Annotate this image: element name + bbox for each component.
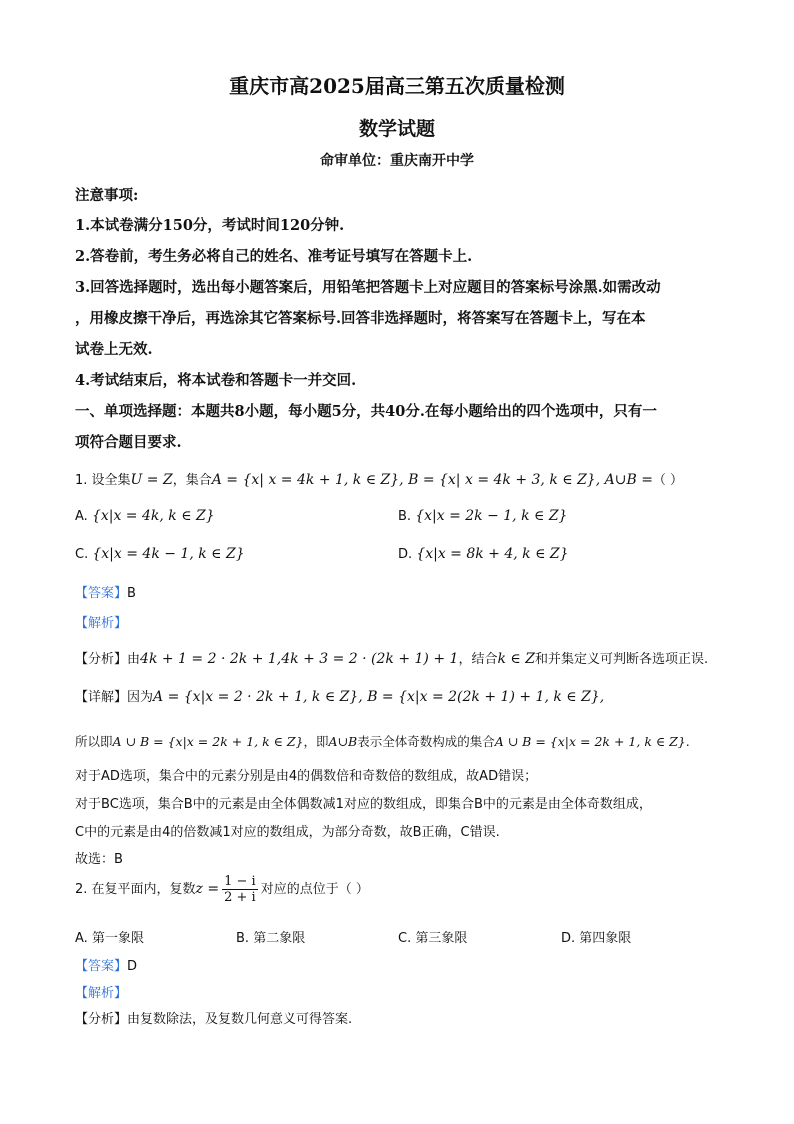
q1-answer-tag: 【答案】 xyxy=(75,586,128,601)
q2-option-d-label: D. xyxy=(561,931,576,946)
notice-heading: 注意事项: xyxy=(75,187,139,204)
q1-fenxi-pre: 由 xyxy=(127,652,141,667)
q1-detail-pre: 因为 xyxy=(127,690,154,705)
q2-option-c xyxy=(398,927,467,946)
q1-universal-set: U = Z xyxy=(130,472,173,488)
q2-answer-tag: 【答案】 xyxy=(75,959,128,974)
q2-fenxi-tag: 【分析】 xyxy=(75,1012,128,1027)
q1-detail-tag: 【详解】 xyxy=(75,690,128,705)
q2-option-c-text: 第三象限 xyxy=(415,931,468,946)
q1-analysis xyxy=(75,612,127,631)
q1-answer-value: B xyxy=(127,586,136,601)
notice-item-3-end: 试卷上无效. xyxy=(75,341,153,358)
q2-stem-post: 对应的点位于（ ） xyxy=(260,882,369,897)
q2-fenxi-text: 由复数除法，及复数几何意义可得答案. xyxy=(127,1012,353,1027)
q1-so xyxy=(75,732,690,750)
q1-so-mid2: 表示全体奇数构成的集合 xyxy=(357,734,495,749)
q1-so-end: . xyxy=(685,734,690,749)
q1-fenxi-mid: ，结合 xyxy=(458,652,498,667)
q1-analysis-tag: 【解析】 xyxy=(75,616,128,631)
q2-answer-value: D xyxy=(127,959,138,974)
q1-so-math2: A∪B xyxy=(328,734,358,749)
q1-option-b-label: B. xyxy=(398,509,412,524)
q1-option-c-text: {x|x = 4k − 1, k ∈ Z} xyxy=(92,546,245,562)
q1-option-d-label: D. xyxy=(398,547,413,562)
q1-conclusion: 故选：B xyxy=(75,852,123,867)
q1-detail-math: A = {x|x = 2 · 2k + 1, k ∈ Z}, B = {x|x = 2(2k + 1) + 1, k ∈ Z}, xyxy=(153,689,605,705)
q1-line-bc: 对于BC选项，集合B中的元素是由全体偶数减1对应的数组成，即集合B中的元素是由全体奇数组成， xyxy=(75,797,652,812)
q2-numerator: 1 − i xyxy=(224,874,256,889)
q1-so-math1: A ∪ B = {x|x = 2k + 1, k ∈ Z} xyxy=(112,734,304,749)
exam-unit: 命审单位：重庆南开中学 xyxy=(320,153,474,169)
q2-option-b-text: 第二象限 xyxy=(253,931,306,946)
q2-option-d-text: 第四象限 xyxy=(579,931,632,946)
q2-denominator: 2 + i xyxy=(224,890,256,905)
q2-analysis-tag: 【解析】 xyxy=(75,986,128,1001)
q1-stem xyxy=(75,469,683,488)
q1-option-b xyxy=(398,508,567,524)
q2-z-lhs: z = xyxy=(195,881,220,897)
q1-stem-mid: ，集合 xyxy=(172,473,212,488)
q1-fenxi-tag: 【分析】 xyxy=(75,652,128,667)
q1-option-a-label: A. xyxy=(75,509,88,524)
q2-analysis xyxy=(75,982,127,1001)
q2-option-a-label: A. xyxy=(75,931,88,946)
notice-item-4: 4.考试结束后，将本试卷和答题卡一并交回. xyxy=(75,372,357,389)
q1-option-c-label: C. xyxy=(75,547,89,562)
q1-so-pre: 所以即 xyxy=(75,734,113,749)
exam-title: 重庆市高2025届高三第五次质量检测 xyxy=(229,74,565,98)
q2-option-b-label: B. xyxy=(236,931,250,946)
q1-answer xyxy=(75,582,136,601)
q2-option-c-label: C. xyxy=(398,931,412,946)
q1-fenxi-math: 4k + 1 = 2 · 2k + 1,4k + 3 = 2 · (2k + 1) + 1 xyxy=(140,651,459,667)
q1-option-d-text: {x|x = 8k + 4, k ∈ Z} xyxy=(416,546,569,562)
q1-option-a-text: {x|x = 4k, k ∈ Z} xyxy=(91,508,215,524)
q2-fenxi xyxy=(75,1008,352,1027)
exam-subtitle: 数学试题 xyxy=(358,118,435,140)
q1-option-d xyxy=(398,546,569,562)
q2-option-b xyxy=(236,927,305,946)
notice-item-2: 2.答卷前，考生务必将自己的姓名、准考证号填写在答题卡上. xyxy=(75,248,473,265)
q2-option-d xyxy=(561,927,631,946)
q1-stem-pre: 1. 设全集 xyxy=(75,473,131,488)
q1-line-c: C中的元素是由4的倍数减1对应的数组成，为部分奇数，故B正确，C错误. xyxy=(75,825,500,840)
q1-option-c xyxy=(75,546,245,562)
q1-fenxi-post: 和并集定义可判断各选项正误. xyxy=(534,652,709,667)
q2-option-a xyxy=(75,927,144,946)
q2-stem xyxy=(75,874,369,905)
notice-item-1: 1.本试卷满分150分，考试时间120分钟. xyxy=(75,217,345,234)
q1-so-math3: A ∪ B = {x|x = 2k + 1, k ∈ Z} xyxy=(494,734,686,749)
section-heading-line2: 项符合题目要求. xyxy=(75,434,182,451)
q1-detail xyxy=(75,686,604,705)
q1-paren: （ ） xyxy=(652,473,684,488)
section-heading-line1: 一、单项选择题：本题共8小题，每小题5分，共40分.在每小题给出的四个选项中，只有一 xyxy=(75,403,657,420)
q2-fraction xyxy=(222,874,258,905)
q1-option-b-text: {x|x = 2k − 1, k ∈ Z} xyxy=(415,508,568,524)
q1-line-ad: 对于AD选项，集合中的元素分别是由4的偶数倍和奇数倍的数组成，故AD错误； xyxy=(75,769,538,784)
q1-sets: A = {x| x = 4k + 1, k ∈ Z}, B = {x| x = 4k + 3, k ∈ Z}, A∪B = xyxy=(211,472,653,488)
q1-so-mid1: ，即 xyxy=(303,734,329,749)
q1-fenxi-k: k ∈ Z xyxy=(497,651,535,667)
q2-option-a-text: 第一象限 xyxy=(91,931,144,946)
q2-answer xyxy=(75,955,137,974)
q1-fenxi xyxy=(75,648,708,667)
q2-stem-pre: 2. 在复平面内，复数 xyxy=(75,882,196,897)
notice-item-3-cont: ，用橡皮擦干净后，再选涂其它答案标号.回答非选择题时，将答案写在答题卡上，写在本 xyxy=(75,310,646,327)
q1-option-a xyxy=(75,508,215,524)
notice-item-3: 3.回答选择题时，选出每小题答案后，用铅笔把答题卡上对应题目的答案标号涂黑.如需改动 xyxy=(75,279,661,296)
